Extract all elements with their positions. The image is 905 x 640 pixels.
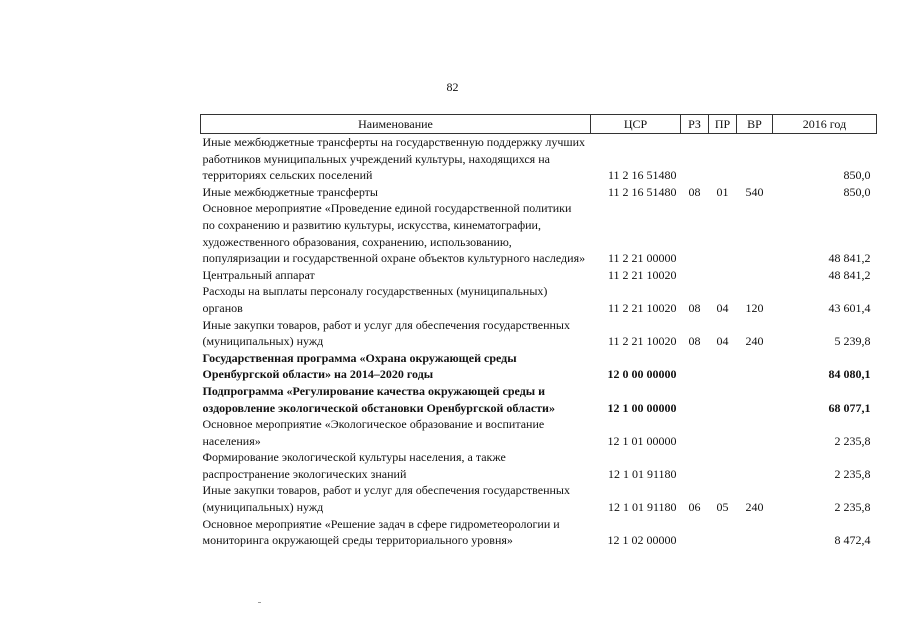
table-row [201,516,877,549]
table-row [201,200,877,266]
cell-sum: 5 239,8 [834,334,871,349]
cell-name: Подпрограмма «Регулирование качества окружающей среды и оздоровление экологической обстановки Оренбургской области» [202,383,555,415]
cell-csr: 11 2 16 51480 [607,168,677,183]
cell-vr [737,200,773,266]
cell-name: Государственная программа «Охрана окружающей среды Оренбургской области» на 2014–2020 годы [202,350,517,382]
cell-pr [709,416,737,449]
table-header [201,115,877,134]
cell-csr: 12 1 02 00000 [607,533,677,548]
cell-rz [681,350,709,383]
cell-csr: 11 2 21 10020 [607,300,677,315]
cell-name: Формирование экологической культуры населения, а также распространение экологических знаний [202,450,506,481]
cell-csr: 11 2 21 10020 [607,267,677,282]
cell-vr: 240 [745,334,764,349]
table-row [201,350,877,383]
cell-rz: 06 [688,500,701,515]
cell-pr [709,383,737,416]
cell-name: Основное мероприятие «Проведение единой государственной политики по сохранению и развитию культуры, искусства, кинематографии, художественного образования, сохранению, использованию, популяризации и государственной охране объектов культурного наследия» [202,201,586,266]
cell-sum: 2 235,8 [834,466,871,481]
cell-vr: 540 [745,184,764,199]
cell-pr [709,350,737,383]
cell-name: Иные межбюджетные трансферты на государственную поддержку лучших работников муниципальных учреждений культуры, находящихся на территориях сельских поселений [202,135,586,183]
cell-sum: 2 235,8 [834,433,871,448]
cell-pr [709,200,737,266]
cell-pr: 05 [716,500,729,515]
cell-vr: 120 [745,300,764,315]
cell-pr: 01 [716,184,729,199]
cell-sum: 48 841,2 [828,251,871,266]
cell-pr [709,134,737,184]
header-sum: 2016 год [773,115,877,134]
table-row [201,184,877,201]
cell-pr: 04 [716,334,729,349]
table-row [201,134,877,184]
cell-name: Основное мероприятие «Экологическое образование и воспитание населения» [202,417,545,448]
cell-vr [737,383,773,416]
cell-sum: 84 080,1 [828,367,871,382]
cell-vr [737,516,773,549]
cell-sum: 850,0 [843,168,871,183]
cell-rz [681,200,709,266]
table-row [201,383,877,416]
cell-pr: 04 [716,300,729,315]
cell-csr: 11 2 21 10020 [607,334,677,349]
cell-rz [681,267,709,284]
cell-vr [737,416,773,449]
header-vr: ВР [737,115,773,134]
cell-name: Расходы на выплаты персоналу государственных (муниципальных) органов [202,284,548,315]
cell-sum: 48 841,2 [828,267,871,282]
header-pr: ПР [709,115,737,134]
cell-rz [681,134,709,184]
table-row [201,283,877,316]
cell-sum: 8 472,4 [834,533,871,548]
cell-rz: 08 [688,334,701,349]
cell-name: Иные межбюджетные трансферты [202,184,378,199]
table-row [201,482,877,515]
cell-rz [681,516,709,549]
cell-csr: 12 1 01 00000 [607,433,677,448]
cell-vr [737,350,773,383]
cell-rz [681,416,709,449]
header-csr: ЦСР [591,115,681,134]
cell-vr [737,134,773,184]
scan-speck [258,602,261,603]
cell-rz: 08 [688,184,701,199]
cell-rz [681,383,709,416]
cell-pr [709,449,737,482]
cell-name: Основное мероприятие «Решение задач в сфере гидрометеорологии и мониторинга окружающей среды территориального уровня» [202,516,560,548]
cell-name: Центральный аппарат [202,267,315,282]
header-rz: РЗ [681,115,709,134]
table-body [201,134,877,549]
cell-sum: 68 077,1 [828,400,871,415]
cell-csr: 12 0 00 00000 [607,367,677,382]
cell-csr: 12 1 01 91180 [607,500,677,515]
cell-pr [709,516,737,549]
table-row [201,317,877,350]
cell-csr: 12 1 00 00000 [607,400,677,415]
cell-vr [737,267,773,284]
page-number: 82 [446,80,459,94]
header-name: Наименование [201,115,591,134]
cell-vr [737,449,773,482]
table-row [201,449,877,482]
cell-name: Иные закупки товаров, работ и услуг для обеспечения государственных (муниципальных) нужд [202,483,570,515]
cell-name: Иные закупки товаров, работ и услуг для обеспечения государственных (муниципальных) нужд [202,317,570,349]
cell-rz: 08 [688,300,701,315]
table-row [201,267,877,284]
cell-csr: 12 1 01 91180 [607,466,677,481]
cell-sum: 43 601,4 [828,300,871,315]
cell-rz [681,449,709,482]
cell-csr: 11 2 16 51480 [607,184,677,199]
cell-sum: 2 235,8 [834,500,871,515]
cell-csr: 11 2 21 00000 [607,251,677,266]
header-row [201,115,877,134]
cell-vr: 240 [745,500,764,515]
table-row [201,416,877,449]
cell-sum: 850,0 [843,184,871,199]
cell-pr [709,267,737,284]
budget-table [200,114,877,549]
